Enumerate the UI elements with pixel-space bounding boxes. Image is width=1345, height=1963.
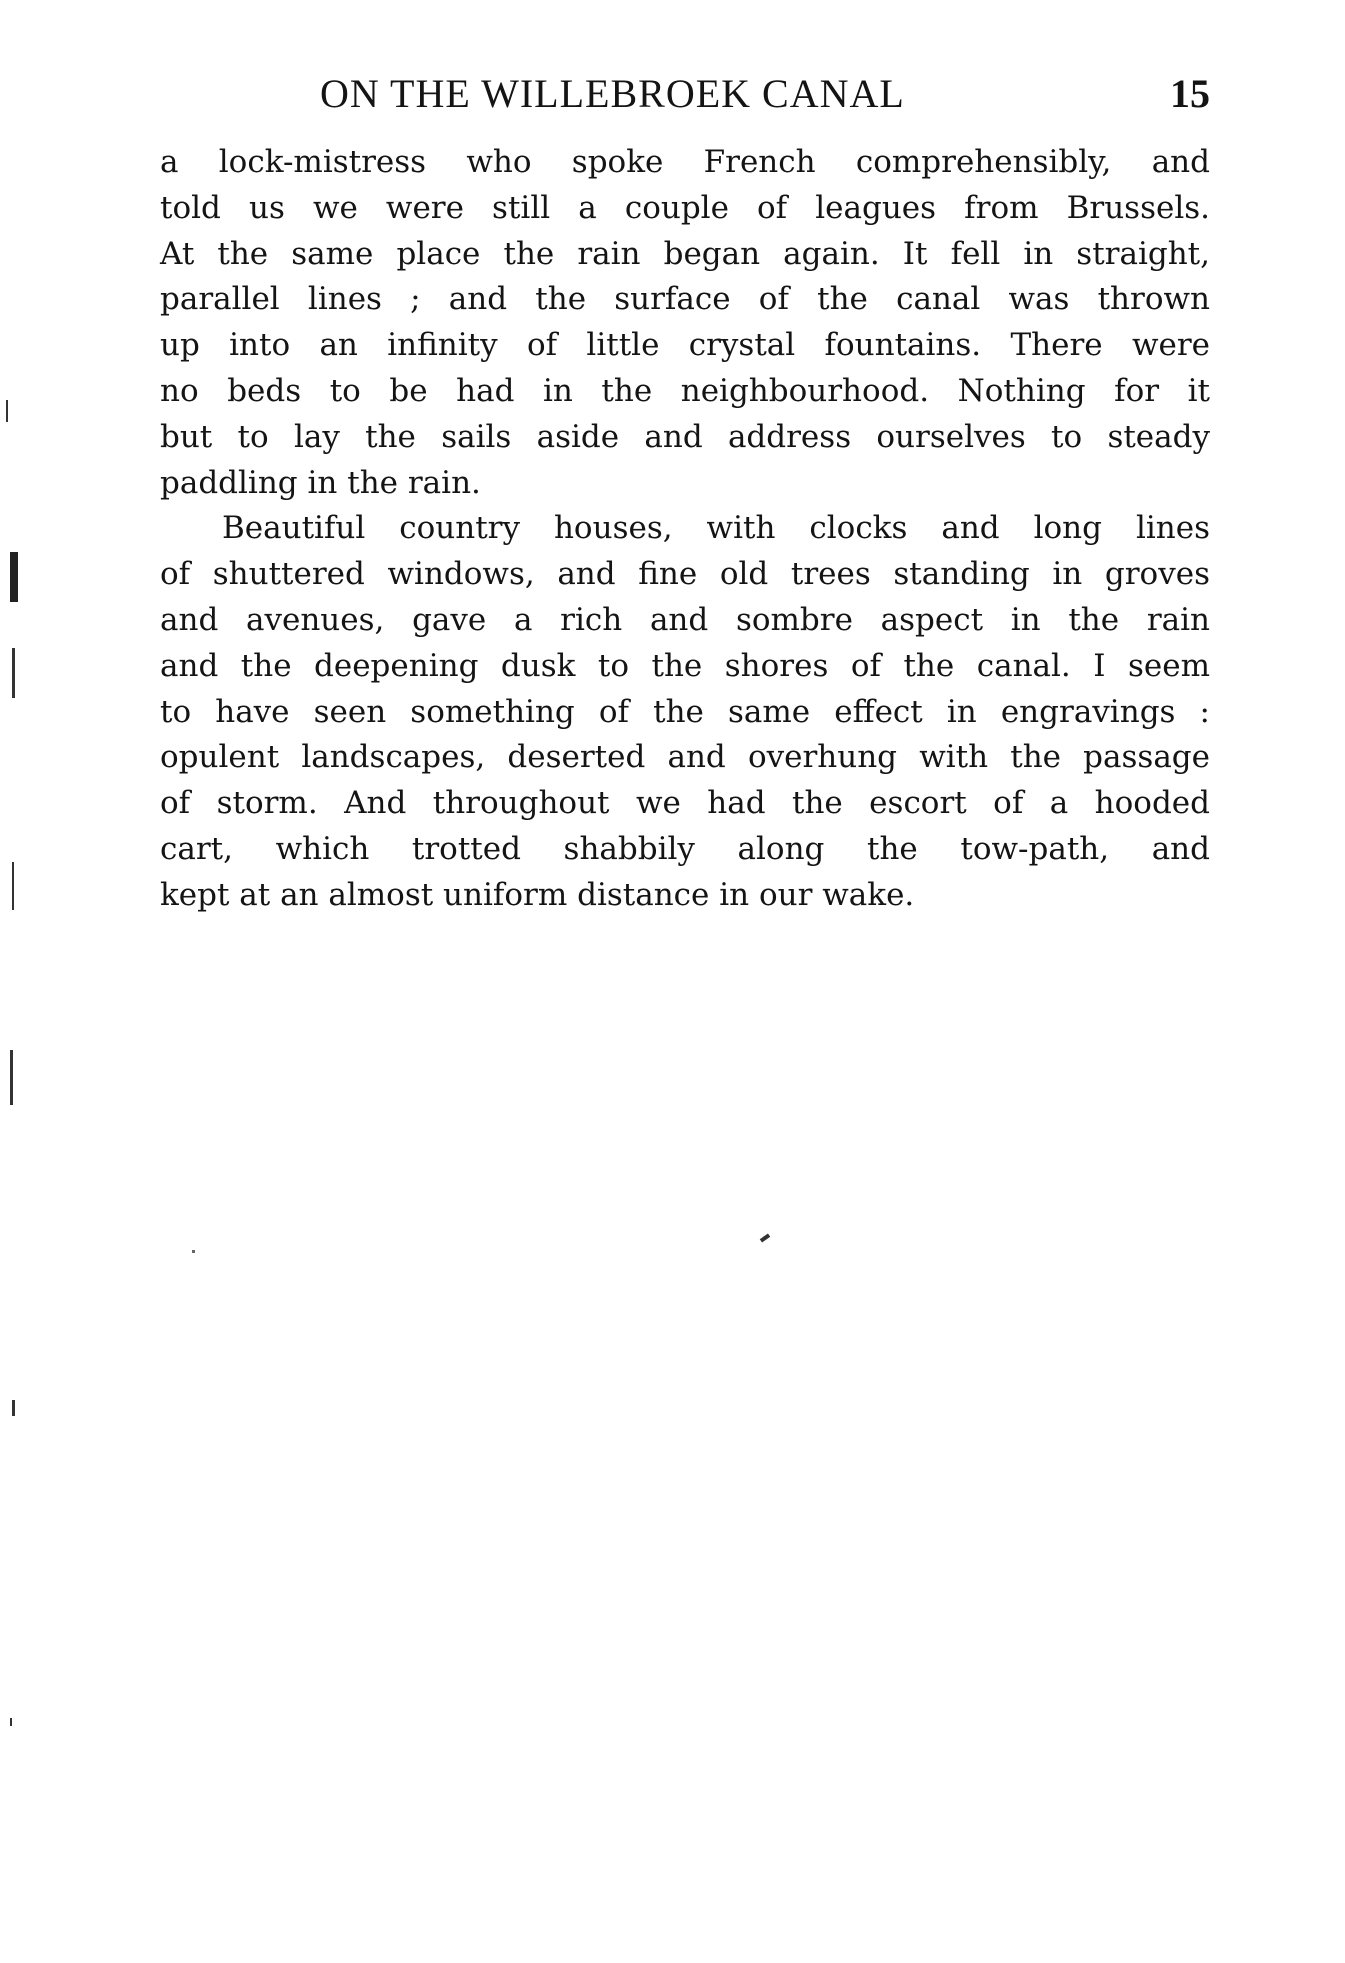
page-number: 15 [1170,71,1210,116]
page-header [160,66,1210,122]
body-text [160,140,1210,919]
text-line: paddling in the rain. [160,464,481,501]
scan-mark [10,1050,13,1105]
text-line: a lock-mistress who spoke French comprehensibly, and [160,144,1210,180]
text-line: to have seen something of the same effect in engravings : [160,693,1210,730]
paragraph [160,140,1210,506]
running-title: ON THE WILLEBROEK CANAL [320,71,905,116]
scan-mark [10,552,18,602]
text-line: of shuttered windows, and fine old trees standing in groves [160,556,1210,593]
text-line: Beautiful country houses, with clocks and long lines [222,510,1210,547]
text-line: parallel lines ; and the surface of the canal was thrown [160,281,1210,318]
text-line: but to lay the sails aside and address ourselves to steady [160,418,1210,455]
text-line: At the same place the rain began again. It fell in straight, [160,235,1210,272]
paragraph [160,506,1210,918]
text-line: of storm. And throughout we had the escort of a hooded [160,785,1210,822]
text-line: and the deepening dusk to the shores of the canal. I seem [160,647,1210,684]
text-line: no beds to be had in the neighbourhood. Nothing for it [160,372,1210,409]
scan-mark [12,862,14,910]
scan-mark [12,648,15,698]
text-line: up into an infinity of little crystal fountains. There were [160,327,1210,364]
text-line: told us we were still a couple of leagues from Brussels. [160,189,1210,226]
text-line: kept at an almost uniform distance in our wake. [160,876,915,913]
text-line: opulent landscapes, deserted and overhung with the passage [160,739,1210,776]
scan-mark [6,400,8,422]
text-line: cart, which trotted shabbily along the tow-path, and [160,830,1210,867]
scan-mark [760,1233,770,1242]
text-line: and avenues, gave a rich and sombre aspect in the rain [160,601,1210,638]
scan-mark [192,1250,195,1253]
scan-mark [12,1400,15,1416]
scan-mark [10,1718,12,1726]
